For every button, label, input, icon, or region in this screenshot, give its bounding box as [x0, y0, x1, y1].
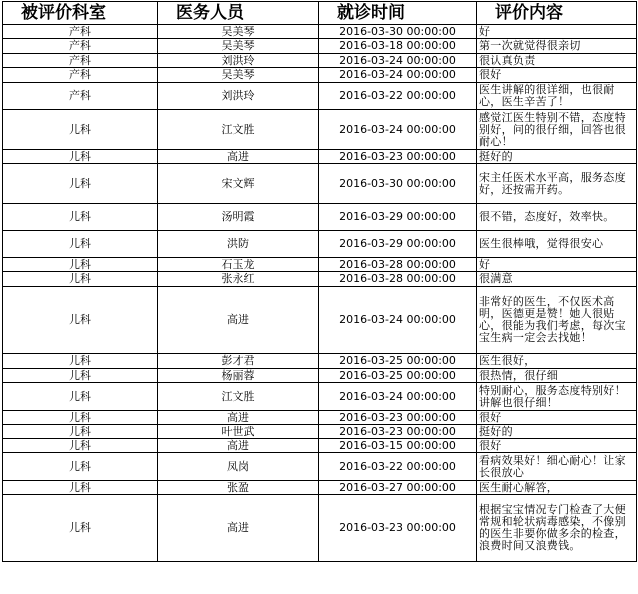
staff-cell: 石玉龙: [158, 258, 319, 272]
staff-cell: 宋文辉: [158, 164, 319, 204]
evaluation-cell: 医生耐心解答，: [477, 481, 637, 495]
evaluation-cell: 很热情，很仔细: [477, 369, 637, 383]
visit-time-cell: 2016-03-29 00:00:00: [319, 231, 477, 258]
staff-cell: 叶世武: [158, 425, 319, 439]
table-row: [3, 68, 637, 83]
evaluation-cell: 医生讲解的很详细，也很耐心，医生辛苦了！: [477, 83, 637, 110]
department-cell: 产科: [3, 54, 158, 68]
table-row: [3, 425, 637, 439]
staff-cell: 高进: [158, 287, 319, 354]
department-cell: 产科: [3, 68, 158, 83]
department-cell: 产科: [3, 39, 158, 54]
department-cell: 儿科: [3, 354, 158, 369]
staff-cell: 高进: [158, 411, 319, 425]
visit-time-cell: 2016-03-28 00:00:00: [319, 258, 477, 272]
header-evaluation: 评价内容: [477, 2, 637, 25]
visit-time-cell: 2016-03-23 00:00:00: [319, 150, 477, 164]
evaluation-cell: 医生很好，: [477, 354, 637, 369]
department-cell: 儿科: [3, 110, 158, 150]
table-row: [3, 110, 637, 150]
visit-time-cell: 2016-03-25 00:00:00: [319, 354, 477, 369]
department-cell: 儿科: [3, 439, 158, 453]
visit-time-cell: 2016-03-22 00:00:00: [319, 453, 477, 481]
table-row: [3, 258, 637, 272]
department-cell: 产科: [3, 25, 158, 39]
evaluation-cell: 根据宝宝情况专门检查了大便常规和轮状病毒感染，不像别的医生非要你做多余的检查，浪费时间又浪费钱。: [477, 495, 637, 562]
visit-time-cell: 2016-03-24 00:00:00: [319, 383, 477, 411]
department-cell: 儿科: [3, 258, 158, 272]
visit-time-cell: 2016-03-29 00:00:00: [319, 204, 477, 231]
evaluation-cell: 很不错，态度好，效率快。: [477, 204, 637, 231]
evaluation-cell: 很满意: [477, 272, 637, 287]
table-row: [3, 453, 637, 481]
visit-time-cell: 2016-03-18 00:00:00: [319, 39, 477, 54]
visit-time-cell: 2016-03-28 00:00:00: [319, 272, 477, 287]
table-body: [3, 25, 637, 562]
staff-cell: 杨丽蓉: [158, 369, 319, 383]
staff-cell: 彭才君: [158, 354, 319, 369]
department-cell: 儿科: [3, 411, 158, 425]
evaluation-cell: 很认真负责: [477, 54, 637, 68]
table-row: [3, 54, 637, 68]
staff-cell: 高进: [158, 495, 319, 562]
staff-cell: 凤岗: [158, 453, 319, 481]
staff-cell: 汤明霞: [158, 204, 319, 231]
department-cell: 儿科: [3, 425, 158, 439]
staff-cell: 刘洪玲: [158, 83, 319, 110]
department-cell: 儿科: [3, 453, 158, 481]
table-row: [3, 287, 637, 354]
department-cell: 产科: [3, 83, 158, 110]
staff-cell: 高进: [158, 439, 319, 453]
staff-cell: 刘洪玲: [158, 54, 319, 68]
evaluation-cell: 宋主任医术水平高，服务态度好，还按需开药。: [477, 164, 637, 204]
table-row: [3, 481, 637, 495]
evaluation-cell: 看病效果好！细心耐心！让家长很放心: [477, 453, 637, 481]
visit-time-cell: 2016-03-24 00:00:00: [319, 68, 477, 83]
visit-time-cell: 2016-03-23 00:00:00: [319, 411, 477, 425]
department-cell: 儿科: [3, 150, 158, 164]
evaluation-cell: 医生很棒哦，觉得很安心: [477, 231, 637, 258]
header-row: [3, 2, 637, 25]
evaluation-table: [2, 1, 637, 562]
department-cell: 儿科: [3, 204, 158, 231]
table-row: [3, 231, 637, 258]
visit-time-cell: 2016-03-30 00:00:00: [319, 25, 477, 39]
header-department: 被评价科室: [3, 2, 158, 25]
table-row: [3, 150, 637, 164]
evaluation-cell: 很好: [477, 411, 637, 425]
table-row: [3, 439, 637, 453]
evaluation-cell: 挺好的: [477, 150, 637, 164]
evaluation-cell: 第一次就觉得很亲切: [477, 39, 637, 54]
staff-cell: 高进: [158, 150, 319, 164]
table-row: [3, 495, 637, 562]
table-row: [3, 369, 637, 383]
header-visit-time: 就诊时间: [319, 2, 477, 25]
table-row: [3, 164, 637, 204]
evaluation-cell: 好: [477, 258, 637, 272]
staff-cell: 吴美琴: [158, 39, 319, 54]
staff-cell: 吴美琴: [158, 25, 319, 39]
staff-cell: 江文胜: [158, 110, 319, 150]
department-cell: 儿科: [3, 495, 158, 562]
table-row: [3, 25, 637, 39]
department-cell: 儿科: [3, 287, 158, 354]
visit-time-cell: 2016-03-27 00:00:00: [319, 481, 477, 495]
visit-time-cell: 2016-03-24 00:00:00: [319, 54, 477, 68]
visit-time-cell: 2016-03-15 00:00:00: [319, 439, 477, 453]
department-cell: 儿科: [3, 369, 158, 383]
staff-cell: 江文胜: [158, 383, 319, 411]
table-row: [3, 411, 637, 425]
visit-time-cell: 2016-03-24 00:00:00: [319, 110, 477, 150]
evaluation-cell: 感觉江医生特别不错，态度特别好，问的很仔细，回答也很耐心！: [477, 110, 637, 150]
department-cell: 儿科: [3, 383, 158, 411]
table-row: [3, 354, 637, 369]
table-row: [3, 383, 637, 411]
evaluation-cell: 好: [477, 25, 637, 39]
staff-cell: 洪防: [158, 231, 319, 258]
evaluation-cell: 特别耐心，服务态度特别好！讲解也很仔细！: [477, 383, 637, 411]
header-staff: 医务人员: [158, 2, 319, 25]
evaluation-cell: 很好: [477, 439, 637, 453]
visit-time-cell: 2016-03-30 00:00:00: [319, 164, 477, 204]
department-cell: 儿科: [3, 231, 158, 258]
department-cell: 儿科: [3, 481, 158, 495]
staff-cell: 张盈: [158, 481, 319, 495]
department-cell: 儿科: [3, 164, 158, 204]
visit-time-cell: 2016-03-25 00:00:00: [319, 369, 477, 383]
evaluation-cell: 很好: [477, 68, 637, 83]
visit-time-cell: 2016-03-23 00:00:00: [319, 495, 477, 562]
table-row: [3, 204, 637, 231]
table-row: [3, 83, 637, 110]
evaluation-cell: 挺好的: [477, 425, 637, 439]
visit-time-cell: 2016-03-23 00:00:00: [319, 425, 477, 439]
staff-cell: 张永红: [158, 272, 319, 287]
evaluation-cell: 非常好的医生，不仅医术高明，医德更是赞！她人很贴心，很能为我们考虑，每次宝宝生病一定会去找她！: [477, 287, 637, 354]
visit-time-cell: 2016-03-24 00:00:00: [319, 287, 477, 354]
table-row: [3, 39, 637, 54]
visit-time-cell: 2016-03-22 00:00:00: [319, 83, 477, 110]
table-row: [3, 272, 637, 287]
department-cell: 儿科: [3, 272, 158, 287]
staff-cell: 吴美琴: [158, 68, 319, 83]
